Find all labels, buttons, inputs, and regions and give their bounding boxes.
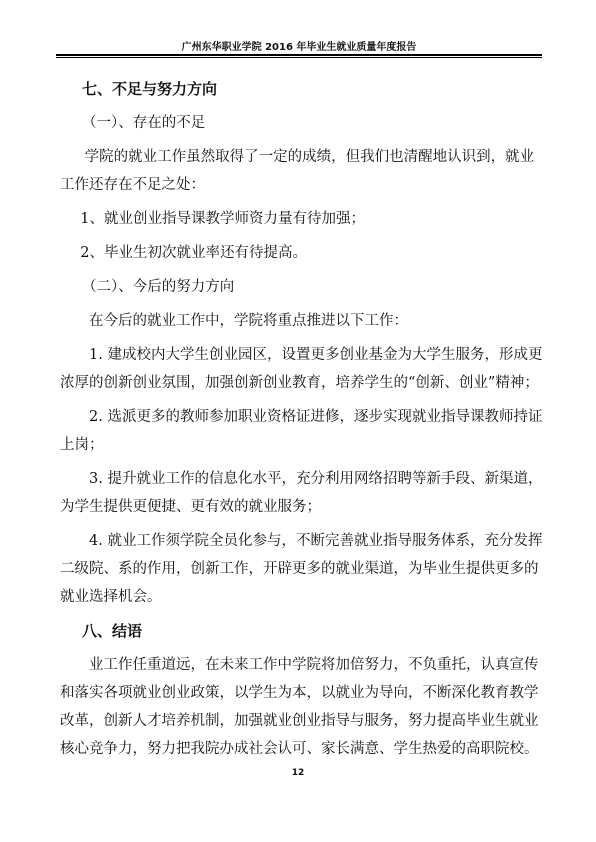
paragraph-shortcomings-intro: 学院的就业工作虽然取得了一定的成绩，但我们也清醒地认识到，就业工作还存在不足之处： [60,149,535,193]
list-item-work-2: 2. 选派更多的教师参加职业资格证进修，逐步实现就业指导课教师持证上岗； [60,409,543,453]
section-heading-8: 八、结语 [82,622,143,640]
page-number: 12 [291,768,305,778]
list-item-shortcoming-1: 1、就业创业指导课教学师资力量有待加强； [80,211,366,227]
subsection-heading-2: （二）、今后的努力方向 [82,279,235,295]
list-item-work-3: 3. 提升就业工作的信息化水平，充分利用网络招聘等新手段、新渠道，为学生提供更便捷、更有效的就业服务； [60,471,543,515]
header-rule-thin [56,57,542,58]
paragraph-conclusion: 业工作任重道远，在未来工作中学院将加倍努力，不负重托，认真宣传和落实各项就业创业政策，以学生为本，以就业为导向，不断深化教育教学改革，创新人才培养机制，加强就业创业指导与服务，努力提高毕业生就业核心竞争力，努力把我院办成社会认可、家长满意、学生热爱的高职院校。 [60,657,539,757]
list-item-work-1: 1. 建成校内大学生创业园区，设置更多创业基金为大学生服务，形成更浓厚的创新创业氛围，加强创新创业教育，培养学生的“创新、创业”精神； [60,347,543,391]
document-body [60,75,544,763]
list-item-shortcoming-2: 2、毕业生初次就业率还有待提高。 [80,245,308,261]
subsection-heading-1: （一）、存在的不足 [82,115,206,131]
header-rule-thick [56,54,542,56]
section-heading-7: 七、不足与努力方向 [82,80,218,98]
running-header: 广州东华职业学院 2016 年毕业生就业质量年度报告 [181,42,417,53]
list-item-work-4: 4. 就业工作须学院全员化参与，不断完善就业指导服务体系，充分发挥二级院、系的作用，创新工作，开辟更多的就业渠道，为毕业生提供更多的就业选择机会。 [60,533,543,605]
paragraph-future-intro: 在今后的就业工作中，学院将重点推进以下工作： [89,313,408,329]
